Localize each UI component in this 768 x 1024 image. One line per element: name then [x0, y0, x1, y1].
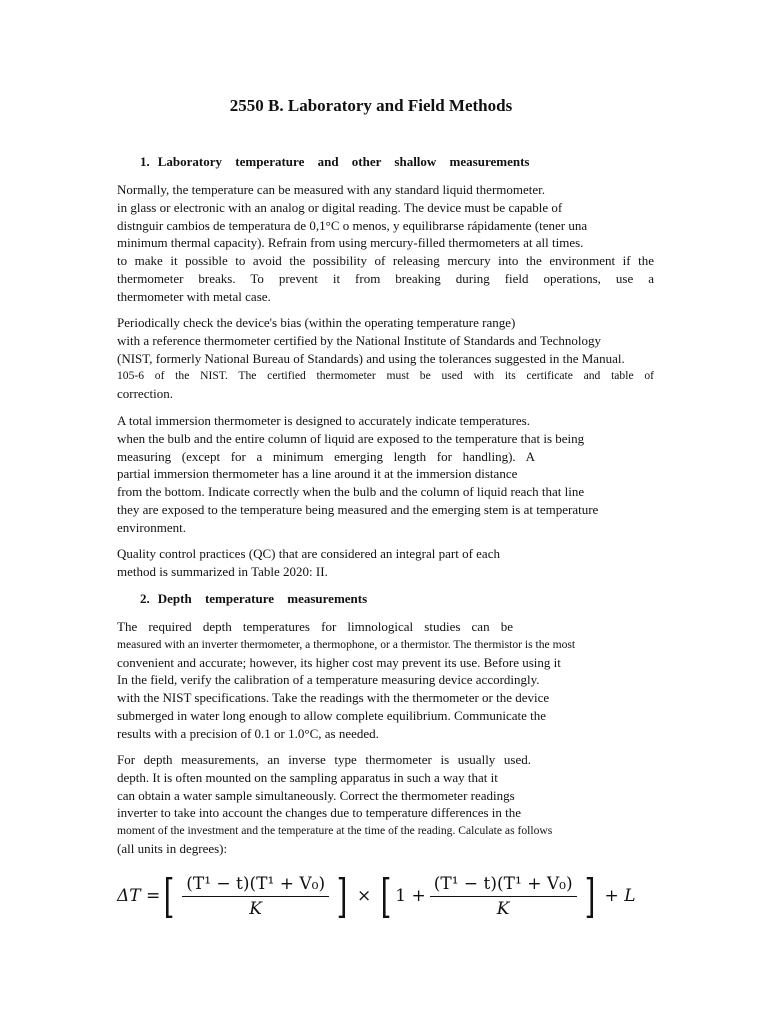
paragraph: [117, 618, 654, 743]
fraction-2-denominator: K: [496, 898, 510, 919]
text-line: with the NIST specifications. Take the readings with the thermometer or the device: [117, 690, 550, 706]
text-line: inverter to take into account the changes due to temperature differences in the: [117, 805, 522, 821]
text-line: submerged in water long enough to allow complete equilibrium. Communicate the: [117, 707, 547, 723]
formula-fraction-2: [430, 874, 577, 919]
text-line: results with a precision of 0.1 or 1.0°C, as needed.: [117, 725, 379, 741]
text-line: from the bottom. Indicate correctly when the bulb and the column of liquid reach that line: [117, 484, 585, 500]
text-line: correction.: [117, 386, 173, 402]
formula-tail: + L: [604, 886, 636, 906]
section-2-heading-text: Depth temperature measurements: [157, 591, 368, 606]
text-line: measuring (except for a minimum emerging length for handling). A: [117, 448, 535, 464]
text-line: in glass or electronic with an analog or digital reading. The device must be capable of: [117, 199, 563, 215]
text-line: Periodically check the device's bias (within the operating temperature range): [117, 315, 516, 330]
paragraph: [117, 314, 654, 403]
fraction-1-denominator: K: [249, 898, 262, 919]
text-line: environment.: [117, 519, 186, 535]
text-line: moment of the investment and the temperature at the time of the reading. Calculate as follows: [117, 824, 553, 838]
text-line: with a reference thermometer certified by the National Institute of Standards and Technology: [117, 332, 602, 348]
times-sign: ×: [357, 886, 372, 906]
formula-fraction-1: [182, 874, 329, 919]
text-line: depth. It is often mounted on the sampling apparatus in such a way that it: [117, 769, 498, 785]
temperature-correction-formula: [117, 866, 641, 926]
right-bracket: ]: [584, 869, 595, 923]
text-line: minimum thermal capacity). Refrain from using mercury-filled thermometers at all times.: [117, 235, 584, 251]
section-1-heading: [140, 154, 529, 170]
formula-lhs: ΔT =: [117, 886, 161, 906]
fraction-2-numerator: (T¹ − t)(T¹ + V₀): [430, 874, 577, 897]
text-line: thermometer with metal case.: [117, 288, 271, 304]
document-title: 2550 B. Laboratory and Field Methods: [229, 96, 513, 115]
paragraph: [117, 412, 654, 537]
paragraph: [117, 545, 654, 581]
right-bracket: ]: [336, 869, 348, 923]
text-line: measured with an inverter thermometer, a thermophone, or a thermistor. The thermistor is the most: [117, 637, 576, 651]
text-line: when the bulb and the entire column of liquid are exposed to the temperature that is being: [117, 430, 585, 446]
section-2-heading: [140, 591, 367, 607]
text-line: thermometer breaks. To prevent it from breaking during field operations, use a: [117, 270, 654, 286]
text-line: The required depth temperatures for limnological studies can be: [117, 619, 513, 634]
text-line: can obtain a water sample simultaneously. Correct the thermometer readings: [117, 787, 515, 803]
section-2-number: 2.: [140, 591, 150, 606]
left-bracket: [: [163, 869, 175, 923]
text-line: Quality control practices (QC) that are considered an integral part of each: [117, 546, 500, 561]
text-line: distnguir cambios de temperatura de 0,1°C o menos, y equilibrarse rápidamente (tener una: [117, 217, 588, 233]
text-line: they are exposed to the temperature being measured and the emerging stem is at temperature: [117, 501, 599, 517]
text-line: Normally, the temperature can be measured with any standard liquid thermometer.: [117, 182, 546, 197]
text-line: (all units in degrees):: [117, 840, 228, 856]
text-line: For depth measurements, an inverse type thermometer is usually used.: [117, 752, 531, 767]
section-1-number: 1.: [140, 154, 150, 169]
paragraph: [117, 751, 654, 858]
fraction-1-numerator: (T¹ − t)(T¹ + V₀): [182, 874, 329, 897]
section-1-heading-text: Laboratory temperature and other shallow measurements: [157, 154, 530, 169]
text-line: (NIST, formerly National Bureau of Standards) and using the tolerances suggested in the Manual.: [117, 350, 625, 366]
left-bracket: [: [380, 869, 392, 923]
text-line: to make it possible to avoid the possibility of releasing mercury into the environment if the: [117, 253, 654, 269]
text-line: partial immersion thermometer has a line around it at the immersion distance: [117, 466, 518, 482]
text-line: convenient and accurate; however, its higher cost may prevent its use. Before using it: [117, 654, 561, 670]
text-line: method is summarized in Table 2020: II.: [117, 563, 328, 579]
formula-one-plus: 1 +: [395, 886, 426, 906]
paragraph: [117, 181, 654, 306]
text-line: A total immersion thermometer is designed to accurately indicate temperatures.: [117, 413, 530, 428]
text-line: In the field, verify the calibration of a temperature measuring device accordingly.: [117, 672, 540, 688]
text-line: 105-6 of the NIST. The certified thermometer must be used with its certificate and table of: [117, 369, 654, 383]
